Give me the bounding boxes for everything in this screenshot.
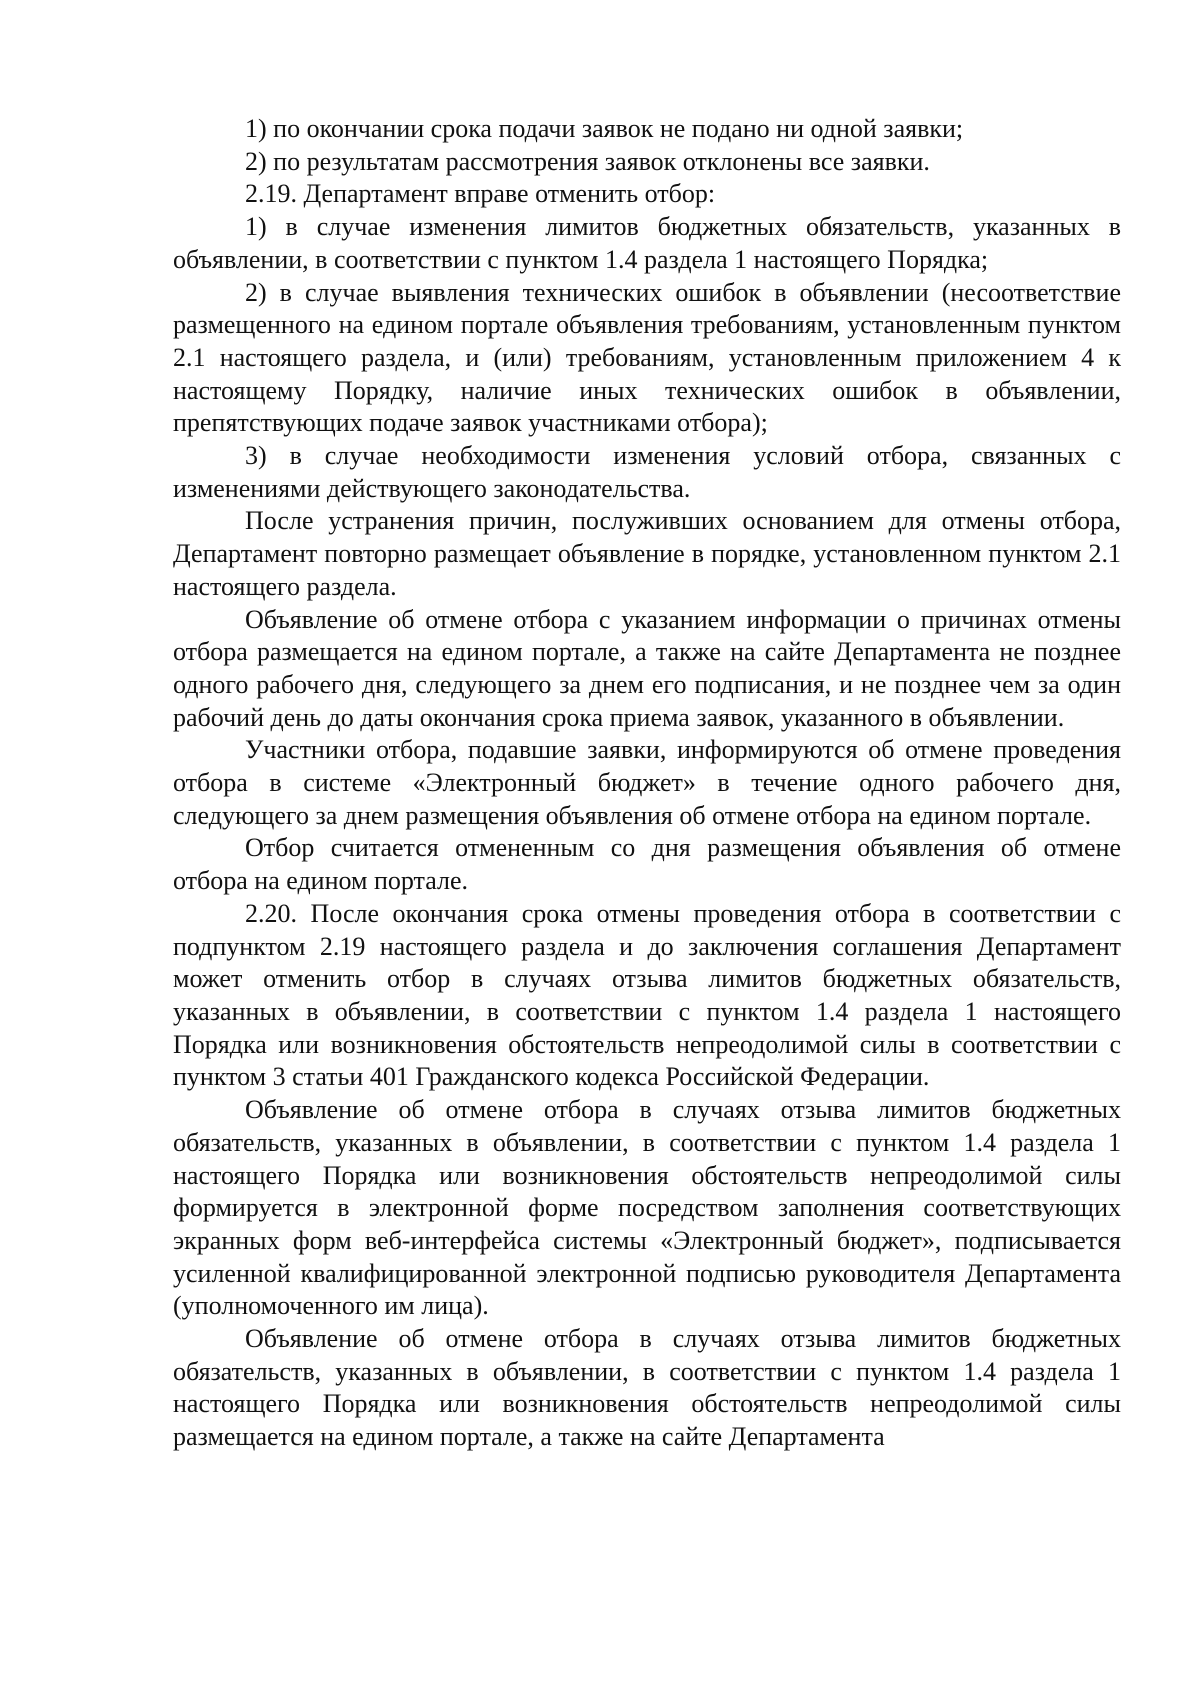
paragraph-1: 1) по окончании срока подачи заявок не подано ни одной заявки; bbox=[245, 114, 964, 143]
paragraph-8: Объявление об отмене отбора с указанием информации о причинах отмены отбора размещается на едином портале, а также на сайте Департамента не позднее одного рабочего дня, следующего за днем его подписания, и не позднее чем за один рабочий день до даты окончания срока приема заявок, указанного в объявлении. bbox=[173, 604, 1121, 732]
paragraph-6: 3) в случае необходимости изменения условий отбора, связанных с изменениями действующего законодательства. bbox=[173, 441, 1121, 503]
paragraph-3: 2.19. Департамент вправе отменить отбор: bbox=[245, 179, 716, 209]
paragraph-11: 2.20. После окончания срока отмены проведения отбора в соответствии с подпунктом 2.19 настоящего раздела и до заключения соглашения Департамент может отменить отбор в случаях отзыва лимитов бюджетных обязательств, указанных в объявлении, в соответствии с пунктом 1.4 раздела 1 настоящего Порядка или возникновения обстоятельств непреодолимой силы в соответствии с пунктом 3 статьи 401 Гражданского кодекса Российской Федерации. bbox=[173, 898, 1121, 1092]
paragraph-2: 2) по результатам рассмотрения заявок отклонены все заявки. bbox=[245, 146, 930, 176]
document-body bbox=[173, 113, 1121, 1454]
paragraph-9: Участники отбора, подавшие заявки, информируются об отмене проведения отбора в системе «Электронный бюджет» в течение одного рабочего дня, следующего за днем размещения объявления об отмене отбора на едином портале. bbox=[173, 735, 1121, 830]
paragraph-13: Объявление об отмене отбора в случаях отзыва лимитов бюджетных обязательств, указанных в объявлении, в соответствии с пунктом 1.4 раздела 1 настоящего Порядка или возникновения обстоятельств непреодолимой силы размещается на едином портале, а также на сайте Департамента bbox=[173, 1324, 1121, 1452]
paragraph-5: 2) в случае выявления технических ошибок в объявлении (несоответствие размещенного на едином портале объявления требованиям, установленным пунктом 2.1 настоящего раздела, и (или) требованиям, установленным приложением 4 к настоящему Порядку, наличие иных технических ошибок в объявлении, препятствующих подаче заявок участниками отбора); bbox=[173, 277, 1121, 438]
paragraph-7: После устранения причин, послуживших основанием для отмены отбора, Департамент повторно размещает объявление в порядке, установленном пунктом 2.1 настоящего раздела. bbox=[173, 506, 1121, 601]
paragraph-4: 1) в случае изменения лимитов бюджетных обязательств, указанных в объявлении, в соответствии с пунктом 1.4 раздела 1 настоящего Порядка; bbox=[173, 212, 1121, 274]
paragraph-12: Объявление об отмене отбора в случаях отзыва лимитов бюджетных обязательств, указанных в объявлении, в соответствии с пунктом 1.4 раздела 1 настоящего Порядка или возникновения обстоятельств непреодолимой силы формируется в электронной форме посредством заполнения соответствующих экранных форм веб-интерфейса системы «Электронный бюджет», подписывается усиленной квалифицированной электронной подписью руководителя Департамента (уполномоченного им лица). bbox=[173, 1095, 1121, 1321]
paragraph-10: Отбор считается отмененным со дня размещения объявления об отмене отбора на едином портале. bbox=[173, 833, 1121, 896]
